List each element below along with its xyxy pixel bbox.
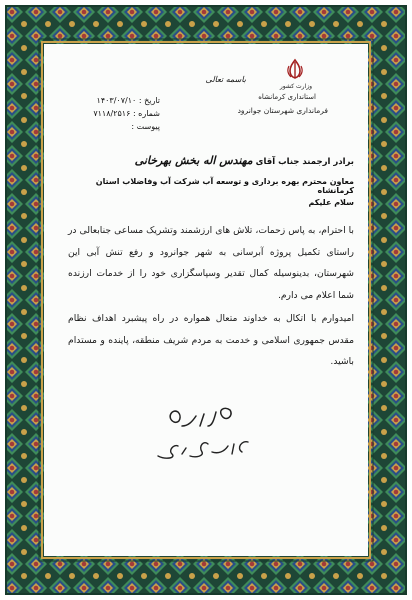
attachment-label: پیوست :: [131, 122, 160, 131]
body-paragraph-2: امیدوارم با اتکال به خداوند متعال همواره در راه پیشبرد اهداف نظام مقدس جمهوری اسلامی و خدمت به مردم شریف منطقه، پاینده و مستدام باشید.: [68, 313, 354, 367]
greeting-text: سلام علیکم: [308, 198, 354, 207]
attachment-line: [80, 122, 160, 131]
number-label: شماره :: [132, 109, 160, 118]
handwritten-signature: [138, 396, 268, 468]
invocation-text: باسمه تعالی: [205, 75, 246, 84]
addressee-position: معاون محترم بهره برداری و توسعه آب شرکت آب وفاضلاب استان کرمانشاه: [95, 177, 354, 195]
salutation-line: [64, 154, 354, 167]
county-office-name: فرمانداری شهرستان جوانرود: [237, 106, 328, 115]
date-line: [80, 96, 160, 105]
iran-emblem-icon: [284, 58, 306, 80]
ministry-name: وزارت کشور: [279, 83, 312, 90]
salutation-text: برادر ارجمند جناب آقای: [255, 157, 354, 167]
number-value: ۷۱۱۸/۲۵۱۶: [93, 109, 131, 118]
governorship-name: استانداری کرمانشاه: [258, 93, 316, 101]
date-value: ۱۴۰۳/۰۷/۱۰: [96, 96, 137, 105]
addressee-name: مهندس اله بخش بهرخانی: [134, 154, 253, 167]
date-label: تاریخ :: [138, 96, 160, 105]
body-paragraph-1: با احترام، به پاس زحمات، تلاش های ارزشمند وتشریک مساعی جنابعالی در راستای تکمیل پروژه آبرسانی به شهر جوانرود و رفع تنش آبی این شهرستان، بدینوسیله کمال تقدیر وسپاسگزاری خود را از خدمات ارزنده شما اعلام می دارم.: [68, 225, 354, 301]
number-line: [80, 109, 160, 118]
